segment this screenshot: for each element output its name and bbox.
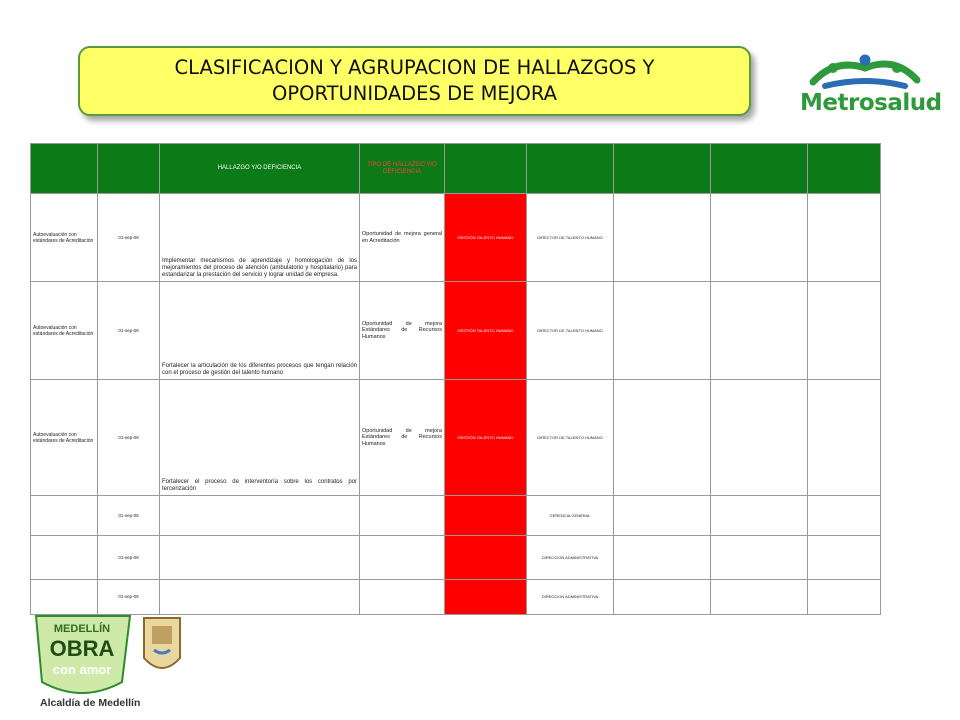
slide-title: CLASIFICACION Y AGRUPACION DE HALLAZGOS Y OPORTUNIDADES DE MEJORA (174, 56, 655, 105)
cell-process (445, 496, 527, 536)
cell-date: 01-sep-09 (98, 282, 160, 380)
cell-date: 01-sep-09 (98, 496, 160, 536)
cell-type: Oportunidad de mejora general en Acreditación (360, 194, 445, 282)
cell-type: Oportunidad de mejora Estándares de Recursos Humanos (360, 380, 445, 496)
cell-type: Oportunidad de mejora Estándares de Recursos Humanos (360, 282, 445, 380)
cell-type (360, 536, 445, 580)
cell-responsible: GERENCIA GENERAL (527, 496, 614, 536)
cell-date: 01-sep-09 (98, 194, 160, 282)
cell-col8 (711, 380, 808, 496)
cell-col9 (808, 496, 881, 536)
cell-col8 (711, 580, 808, 615)
table-row (31, 380, 881, 496)
header-col7 (614, 144, 711, 194)
cell-origin (31, 580, 98, 615)
logo-line-con-amor: con amor (52, 662, 112, 677)
cell-finding (160, 536, 360, 580)
cell-col7 (614, 380, 711, 496)
table-row (31, 282, 881, 380)
cell-col8 (711, 282, 808, 380)
cell-col9 (808, 536, 881, 580)
cell-col9 (808, 580, 881, 615)
cell-col7 (614, 282, 711, 380)
cell-process (445, 536, 527, 580)
cell-finding: Fortalecer el proceso de interventoría sobre los contratos por tercerización (160, 380, 360, 496)
findings-table (30, 143, 880, 614)
cell-origin (31, 496, 98, 536)
cell-responsible: DIRECCION ADMINISTRATIVA (527, 536, 614, 580)
header-origin (31, 144, 98, 194)
metrosalud-wordmark: Metrosalud (800, 90, 942, 116)
table-row (31, 536, 881, 580)
cell-col8 (711, 194, 808, 282)
cell-finding: Implementar mecanismos de aprendizaje y homologación de los mejoramientos del proceso de atención (ambulatorio y hospitalario) para estandarizar la prestación del servicio y lograr unidad de empresa. (160, 194, 360, 282)
cell-date: 01-sep-09 (98, 536, 160, 580)
cell-origin (31, 536, 98, 580)
cell-origin: Autoevaluación con estándares de Acreditación (31, 282, 98, 380)
cell-responsible: DIRECTOR DE TALENTO HUMANO (527, 282, 614, 380)
cell-process (445, 580, 527, 615)
slide-title-box (78, 46, 751, 116)
cell-col9 (808, 282, 881, 380)
header-responsible (527, 144, 614, 194)
medellin-coat-of-arms-icon (144, 618, 180, 668)
logo-line-medellin: MEDELLÍN (53, 623, 111, 635)
cell-finding (160, 580, 360, 615)
cell-type (360, 580, 445, 615)
cell-finding: Fortalecer la articulación de los diferentes procesos que tengan relación con el proceso de gestión del talento humano (160, 282, 360, 380)
cell-col9 (808, 194, 881, 282)
cell-col7 (614, 536, 711, 580)
cell-process: GESTIÓN TALENTO HUMANO (445, 282, 527, 380)
cell-col9 (808, 380, 881, 496)
cell-process: GESTIÓN TALENTO HUMANO (445, 194, 527, 282)
cell-col8 (711, 496, 808, 536)
cell-col7 (614, 194, 711, 282)
table-row (31, 194, 881, 282)
header-col9 (808, 144, 881, 194)
cell-date: 01-sep-09 (98, 580, 160, 615)
cell-process: GESTIÓN TALENTO HUMANO (445, 380, 527, 496)
table-header-row (31, 144, 881, 194)
cell-finding (160, 496, 360, 536)
cell-col7 (614, 580, 711, 615)
cell-type (360, 496, 445, 536)
header-type: TIPO DE HALLAZGO Y/O DEFICIENCIA (360, 144, 445, 194)
cell-responsible: DIRECTOR DE TALENTO HUMANO (527, 380, 614, 496)
table-row (31, 496, 881, 536)
cell-col8 (711, 536, 808, 580)
table-row (31, 580, 881, 615)
cell-date: 01-sep-09 (98, 380, 160, 496)
header-audit-date (98, 144, 160, 194)
metrosalud-people-logo (785, 48, 945, 130)
alcaldia-caption: Alcaldía de Medellín (40, 697, 141, 709)
header-finding: HALLAZGO Y/O DEFICIENCIA (160, 144, 360, 194)
cell-col7 (614, 496, 711, 536)
cell-responsible: DIRECCION ADMINISTRATIVA (527, 580, 614, 615)
cell-responsible: DIRECTOR DE TALENTO HUMANO (527, 194, 614, 282)
header-col8 (711, 144, 808, 194)
logo-line-obra: OBRA (49, 636, 115, 661)
cell-origin: Autoevaluación con estándares de Acreditación (31, 194, 98, 282)
cell-origin: Autoevaluación con estándares de Acreditación (31, 380, 98, 496)
header-process (445, 144, 527, 194)
